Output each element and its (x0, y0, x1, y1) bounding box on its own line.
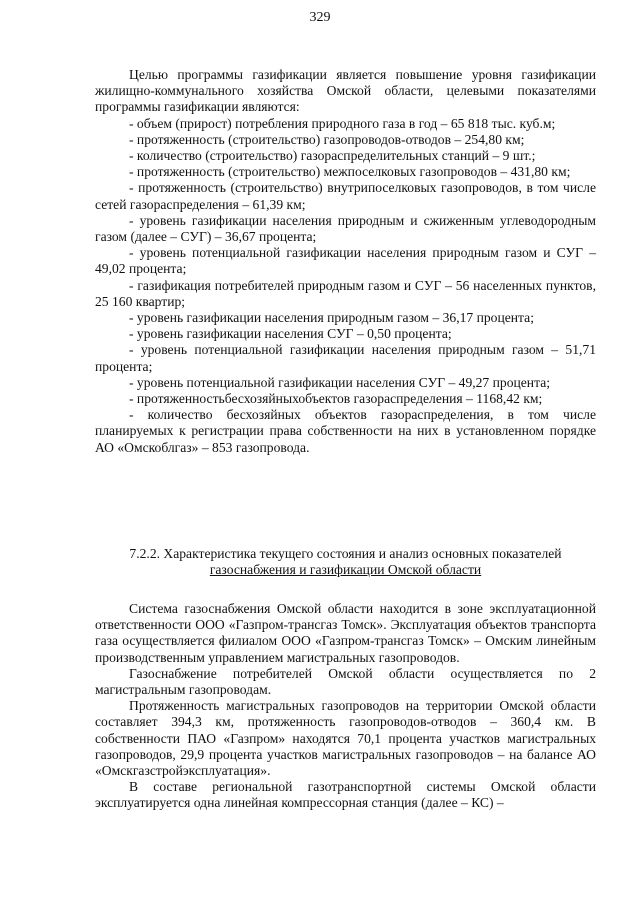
section-heading (95, 546, 596, 578)
list-item: - протяженность (строительство) межпоселковых газопроводов – 431,80 км; (129, 164, 571, 180)
list-item: - уровень газификации населения природным и сжиженным углеводородным газом (далее – СУГ) – 36,67 процента; (95, 212, 596, 245)
intro-paragraph: Целью программы газификации является повышение уровня газификации жилищно-коммунального хозяйства Омской области, целевыми показателями программы газификации являются: (95, 67, 596, 115)
paragraph: Система газоснабжения Омской области находится в зоне эксплуатационной ответственности ООО «Газпром-трансгаз Томск». Эксплуатация объектов транспорта газа осуществляется филиалом ООО «Газпром-трансгаз Томск» – Омским линейным производственным управлением магистральных газопроводов. (95, 601, 596, 665)
section-heading-line-2: газоснабжения и газификации Омской области (209, 562, 482, 578)
list-item: - количество (строительство) газораспределительных станций – 9 шт.; (129, 148, 536, 164)
list-item: - уровень газификации населения СУГ – 0,50 процента; (129, 326, 452, 342)
list-item: - протяженность (строительство) газопроводов-отводов – 254,80 км; (129, 131, 525, 147)
list-item: - уровень газификации населения природным газом – 36,17 процента; (129, 310, 534, 326)
paragraph: Газоснабжение потребителей Омской области осуществляется по 2 магистральным газопроводам. (95, 665, 596, 698)
analysis-section (95, 601, 596, 812)
list-item: - объем (прирост) потребления природного газа в год – 65 818 тыс. куб.м; (129, 115, 556, 131)
list-item: - уровень потенциальной газификации населения природным газом и СУГ – 49,02 процента; (95, 245, 596, 277)
targets-section (95, 67, 596, 456)
list-item: - количество бесхозяйных объектов газораспределения, в том числе планируемых к регистрации права собственности на них в установленном порядке АО «Омскоблгаз» – 853 газопровода. (95, 407, 596, 455)
list-item: - газификация потребителей природным газом и СУГ – 56 населенных пунктов, 25 160 квартир; (95, 277, 596, 309)
paragraph: Протяженность магистральных газопроводов на территории Омской области составляет 394,3 км, протяженность газопроводов-отводов – 360,4 км. В собственности ПАО «Газпром» находятся 70,1 процента участков магистральных газопроводов, 29,9 процента участков магистральных газопроводов – на балансе АО «Омскгазстройэксплуатация». (95, 698, 596, 779)
list-item: - протяженностьбесхозяйныхобъектов газораспределения – 1168,42 км; (129, 391, 543, 407)
paragraph: В составе региональной газотранспортной системы Омской области эксплуатируется одна линейная компрессорная станция (далее – КС) – (95, 779, 596, 811)
section-heading-line-1: 7.2.2. Характеристика текущего состояния и анализ основных показателей (129, 546, 562, 561)
list-item: - уровень потенциальной газификации населения природным газом – 51,71 процента; (95, 342, 596, 374)
list-item: - протяженность (строительство) внутрипоселковых газопроводов, в том числе сетей газораспределения – 61,39 км; (95, 180, 596, 212)
list-item: - уровень потенциальной газификации населения СУГ – 49,27 процента; (129, 374, 551, 390)
page-number: 329 (309, 10, 331, 25)
